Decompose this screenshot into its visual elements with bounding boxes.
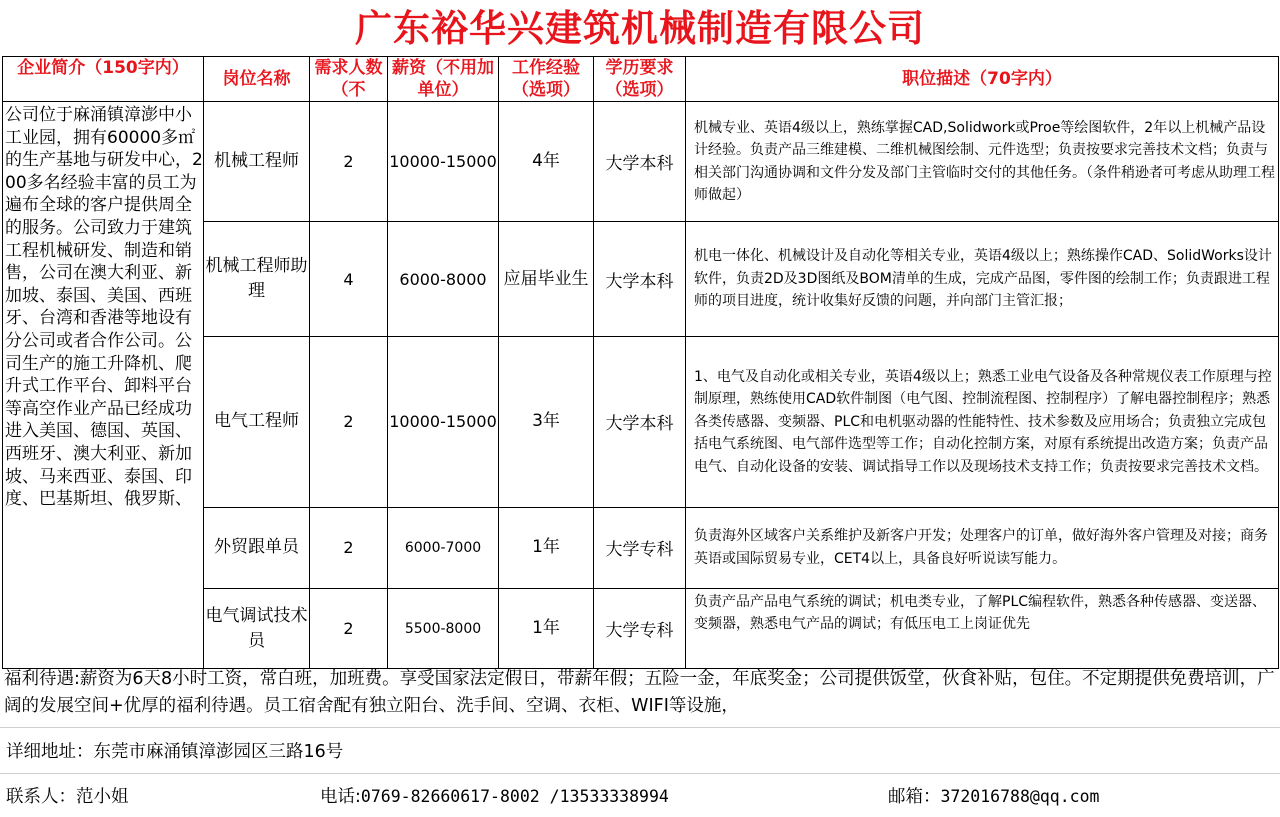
job-position: 外贸跟单员 — [204, 507, 310, 589]
job-position: 电气调试技术员 — [204, 589, 310, 669]
job-experience: 1年 — [499, 507, 594, 589]
job-salary: 10000-15000 — [388, 337, 499, 508]
welfare-text: 福利待遇:薪资为6天8小时工资，常白班，加班费。享受国家法定假日，带薪年假；五险一金，年底奖金；公司提供饭堂，伙食补贴，包住。不定期提供免费培训，广阔的发展空间+优厚的福利待遇。员工宿舍配有独立阳台、洗手间、空调、衣柜、WIFI等设施， — [4, 669, 1275, 716]
job-count: 4 — [310, 222, 388, 337]
job-salary: 10000-15000 — [388, 102, 499, 222]
job-experience: 3年 — [499, 337, 594, 508]
job-salary: 5500-8000 — [388, 589, 499, 669]
job-experience: 1年 — [499, 589, 594, 669]
job-experience: 4年 — [499, 102, 594, 222]
job-description: 负责产品产品电气系统的调试；机电类专业，了解PLC编程软件，熟悉各种传感器、变送器、变频器，熟悉电气产品的调试；有低压电工上岗证优先 — [686, 589, 1279, 669]
contact-email-address: 372016788@qq.com — [940, 787, 1100, 806]
job-education: 大学专科 — [594, 507, 686, 589]
job-education: 大学本科 — [594, 337, 686, 508]
job-salary: 6000-8000 — [388, 222, 499, 337]
header-count: 需求人数（不 — [310, 57, 388, 102]
header-row — [3, 57, 1279, 102]
job-salary: 6000-7000 — [388, 507, 499, 589]
contact-email — [888, 784, 1099, 810]
header-salary: 薪资（不用加单位） — [388, 57, 499, 102]
header-experience: 工作经验（选项） — [499, 57, 594, 102]
job-position: 机械工程师 — [204, 102, 310, 222]
job-education: 大学专科 — [594, 589, 686, 669]
contact-phone — [320, 784, 669, 810]
contact-person-name: 范小姐 — [76, 787, 129, 807]
contact-email-label: 邮箱： — [888, 787, 941, 807]
job-description: 1、电气及自动化或相关专业，英语4级以上；熟悉工业电气设备及各种常规仪表工作原理与控制原理，熟练使用CAD软件制图（电气图、控制流程图、控制程序）了解电器控制程序；熟悉各类传感器、变频器、PLC和电机驱动器的性能特性、技术参数及应用场合；负责独立完成包括电气系统图、电气部件选型等工作；自动化控制方案，对原有系统提出改造方案；负责产品电气、自动化设备的安装、调试指导工作以及现场技术支持工作；负责按要求完善技术文档。 — [686, 337, 1279, 508]
contact-phone-number: 0769-82660617-8002 /13533338994 — [360, 787, 669, 806]
company-title: 广东裕华兴建筑机械制造有限公司 — [355, 7, 925, 50]
header-position: 岗位名称 — [204, 57, 310, 102]
contact-person-label: 联系人： — [6, 787, 76, 807]
job-education: 大学本科 — [594, 222, 686, 337]
header-description: 职位描述（70字内） — [686, 57, 1279, 102]
job-experience: 应届毕业生 — [499, 222, 594, 337]
job-position: 电气工程师 — [204, 337, 310, 508]
job-count: 2 — [310, 337, 388, 508]
header-education: 学历要求（选项） — [594, 57, 686, 102]
company-intro: 公司位于麻涌镇漳澎中小工业园，拥有60000多㎡的生产基地与研发中心，200多名经验丰富的员工为遍布全球的客户提供周全的服务。公司致力于建筑工程机械研发、制造和销售，公司在澳大利亚、新加坡、泰国、美国、西班牙、台湾和香港等地设有分公司或者合作公司。公司生产的施工升降机、爬升式工作平台、卸料平台等高空作业产品已经成功进入美国、德国、英国、西班牙、澳大利亚、新加坡、马来西亚、泰国、印度、巴基斯坦、俄罗斯、 — [3, 102, 204, 669]
table-row — [3, 102, 1279, 222]
contact-phone-label: 电话: — [320, 787, 361, 807]
job-description: 机械专业、英语4级以上，熟练掌握CAD,Solidwork或Proe等绘图软件，2年以上机械产品设计经验。负责产品三维建模、二维机械图绘制、元件选型；负责按要求完善技术文档；负责与相关部门沟通协调和文件分发及部门主管临时交付的其他任务。（条件稍逊者可考虑从助理工程师做起） — [686, 102, 1279, 222]
job-count: 2 — [310, 589, 388, 669]
address-text: 详细地址：东莞市麻涌镇漳澎园区三路16号 — [6, 742, 344, 762]
job-table — [2, 56, 1279, 669]
divider — [0, 773, 1280, 774]
divider — [0, 727, 1280, 728]
job-count: 2 — [310, 102, 388, 222]
job-count: 2 — [310, 507, 388, 589]
contact-person — [6, 784, 129, 810]
header-intro: 企业简介（150字内） — [3, 57, 204, 102]
job-education: 大学本科 — [594, 102, 686, 222]
job-description: 机电一体化、机械设计及自动化等相关专业，英语4级以上；熟练操作CAD、SolidWorks设计软件，负责2D及3D图纸及BOM清单的生成，完成产品图，零件图的绘制工作；负责跟进工程师的项目进度，统计收集好反馈的问题，并向部门主管汇报； — [686, 222, 1279, 337]
job-description: 负责海外区域客户关系维护及新客户开发；处理客户的订单，做好海外客户管理及对接；商务英语或国际贸易专业，CET4以上，具备良好听说读写能力。 — [686, 507, 1279, 589]
job-position: 机械工程师助理 — [204, 222, 310, 337]
